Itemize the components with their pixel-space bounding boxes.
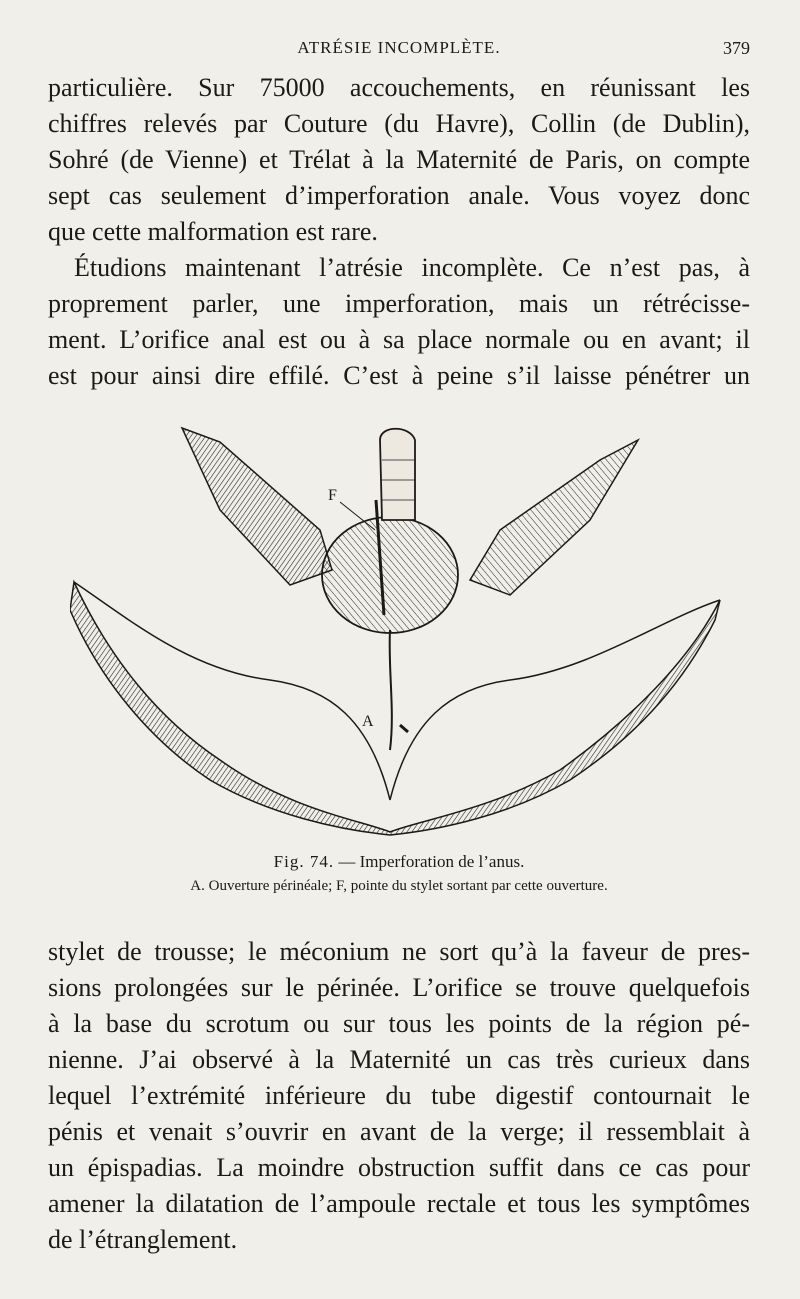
text-line: un épispadias. La moindre obstruction suffit dans ce cas pour: [48, 1153, 750, 1182]
text-line: à la base du scrotum ou sur tous les points de la région pé-: [48, 1009, 750, 1038]
page-number: 379: [723, 38, 750, 58]
penis: [380, 429, 415, 520]
left-upper-limb: [182, 428, 332, 585]
paragraph-2: [48, 250, 750, 394]
perineal-raphe: [390, 630, 392, 750]
figure-caption: [48, 852, 750, 872]
engraving-figure-74: [70, 420, 730, 840]
text-line: particulière. Sur 75000 accouchements, en réunissant les: [48, 73, 750, 102]
text-line: amener la dilatation de l’ampoule rectale et tous les symptômes: [48, 1189, 750, 1218]
text-line: stylet de trousse; le méconium ne sort qu’à la faveur de pres-: [48, 937, 750, 966]
label-a: A: [362, 713, 374, 730]
text-line: est pour ainsi dire effilé. C’est à peine s’il laisse pénétrer un: [48, 361, 750, 390]
anatomical-illustration: [70, 420, 730, 840]
text-line: proprement parler, une imperforation, mais un rétrécisse-: [48, 289, 750, 318]
text-line: chiffres relevés par Couture (du Havre), Collin (de Dublin),: [48, 109, 750, 138]
text-line: que cette malformation est rare.: [48, 217, 378, 246]
running-head: [48, 38, 750, 62]
text-line: ment. L’orifice anal est ou à sa place normale ou en avant; il: [48, 325, 750, 354]
paragraph-1: [48, 70, 750, 250]
scrotum: [322, 517, 458, 633]
text-line: lequel l’extrémité inférieure du tube digestif contournait le: [48, 1081, 750, 1110]
figure-title: — Imperforation de l’anus.: [338, 852, 525, 871]
running-title: ATRÉSIE INCOMPLÈTE.: [297, 38, 501, 57]
text-line: Étudions maintenant l’atrésie incomplète. Ce n’est pas, à: [74, 253, 750, 282]
right-upper-limb: [470, 440, 638, 595]
paragraph-3: [48, 934, 750, 1258]
text-line: pénis et venait s’ouvrir en avant de la verge; il ressemblait à: [48, 1117, 750, 1146]
label-f: F: [328, 487, 337, 504]
figure-label: Fig. 74.: [273, 852, 335, 871]
text-line: sept cas seulement d’imperforation anale. Vous voyez donc: [48, 181, 750, 210]
text-line: sions prolongées sur le périnée. L’orifice se trouve quelquefois: [48, 973, 750, 1002]
text-line: nienne. J’ai observé à la Maternité un cas très curieux dans: [48, 1045, 750, 1074]
text-line: de l’étranglement.: [48, 1225, 238, 1254]
text-line: Sohré (de Vienne) et Trélat à la Maternité de Paris, on compte: [48, 145, 750, 174]
figure-legend: A. Ouverture périnéale; F, pointe du stylet sortant par cette ouverture.: [190, 878, 608, 894]
